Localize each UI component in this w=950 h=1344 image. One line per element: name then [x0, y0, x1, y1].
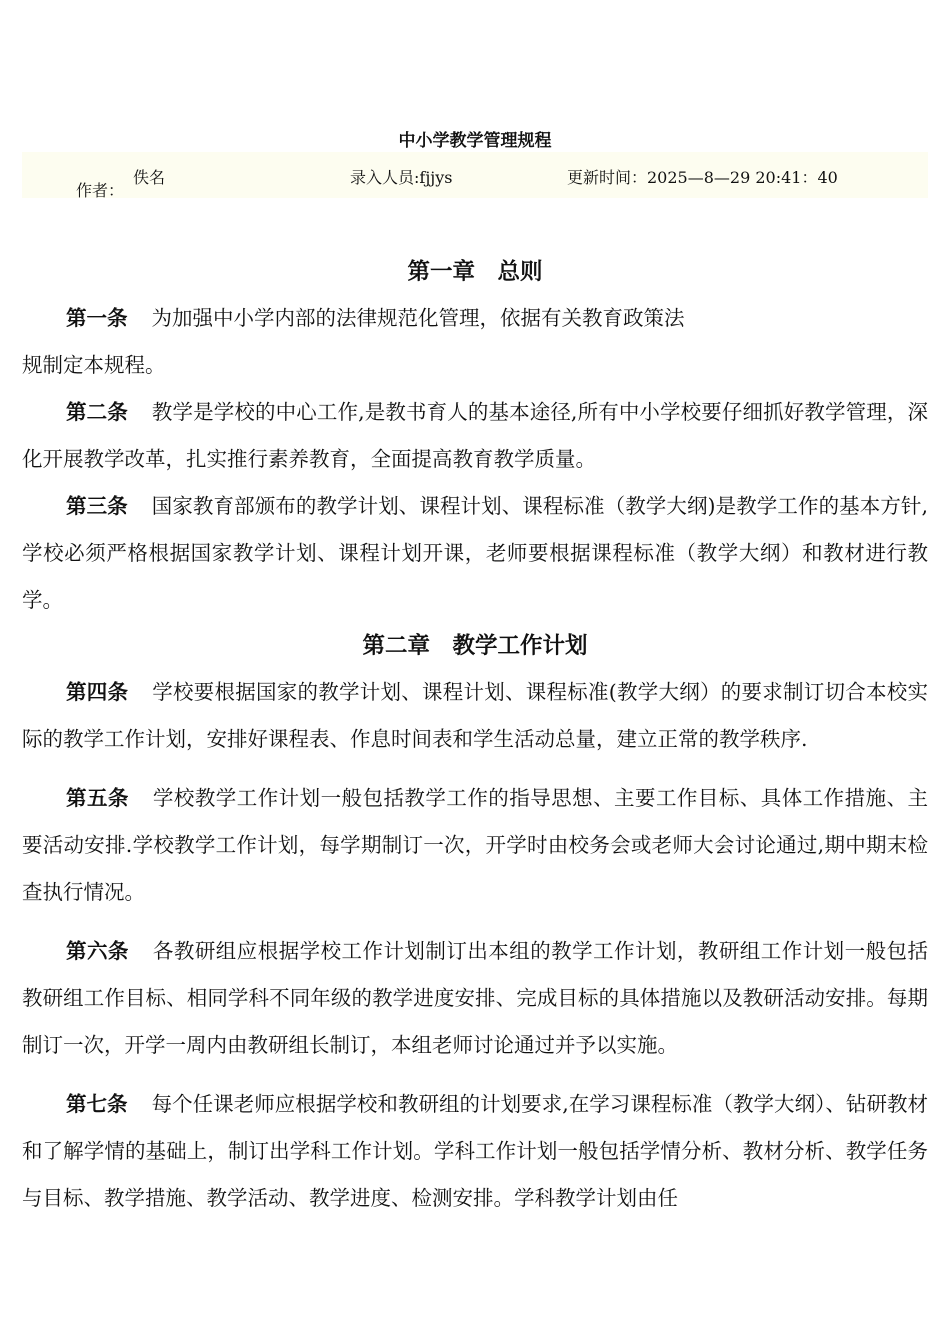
article-number: 第四条 [66, 680, 129, 704]
article [22, 669, 928, 763]
document-title: 中小学教学管理规程 [398, 131, 552, 151]
article [22, 295, 928, 342]
article-text: 为加强中小学内部的法律规范化管理，依据有关教育政策法 [151, 306, 685, 330]
article-continuation: 规制定本规程。 [22, 353, 166, 377]
article-text: 学校要根据国家的教学计划、课程计划、课程标准(教学大纲）的要求制订切合本校实际的教学工作计划，安排好课程表、作息时间表和学生活动总量，建立正常的教学秩序. [22, 680, 928, 751]
article-number: 第一条 [66, 306, 128, 330]
article [22, 1081, 928, 1222]
document-body [22, 250, 928, 1222]
article [22, 483, 928, 624]
article-number: 第七条 [66, 1092, 128, 1116]
author-value: 佚名 [133, 168, 166, 187]
article [22, 389, 928, 483]
article-number: 第三条 [66, 494, 128, 518]
article-number: 第六条 [66, 939, 129, 963]
article-number: 第五条 [66, 786, 129, 810]
article-text: 教学是学校的中心工作,是教书育人的基本途径,所有中小学校要仔细抓好教学管理，深化开展教学改革，扎实推行素养教育，全面提高教育教学质量。 [22, 400, 929, 471]
chapter-heading: 第二章 教学工作计划 [362, 633, 588, 659]
entry-person: 录入人员:fjjys [350, 168, 453, 187]
article-text: 学校教学工作计划一般包括教学工作的指导思想、主要工作目标、具体工作措施、主要活动安排.学校教学工作计划，每学期制订一次，开学时由校务会或老师大会讨论通过,期中期末检查执行情况。 [22, 786, 929, 904]
article-number: 第二条 [66, 400, 128, 424]
chapter-heading: 第一章 总则 [407, 259, 543, 285]
article-text: 国家教育部颁布的教学计划、课程计划、课程标准（教学大纲)是教学工作的基本方针,学校必须严格根据国家教学计划、课程计划开课，老师要根据课程标准（教学大纲）和教材进行教学。 [22, 494, 929, 612]
article [22, 928, 928, 1069]
meta-info-bar [22, 152, 928, 198]
update-time: 更新时间：2025—8—29 20:41：40 [567, 168, 838, 187]
article [22, 775, 928, 916]
article-text: 每个任课老师应根据学校和教研组的计划要求,在学习课程标准（教学大纲）、钻研教材和了解学情的基础上，制订出学科工作计划。学科工作计划一般包括学情分析、教材分析、教学任务与目标、教学措施、教学活动、教学进度、检测安排。学科教学计划由任 [22, 1092, 929, 1210]
author-label: 作者： [76, 181, 125, 200]
article-text: 各教研组应根据学校工作计划制订出本组的教学工作计划，教研组工作计划一般包括教研组工作目标、相同学科不同年级的教学进度安排、完成目标的具体措施以及教研活动安排。每期制订一次，开学一周内由教研组长制订，本组老师讨论通过并予以实施。 [22, 939, 929, 1057]
